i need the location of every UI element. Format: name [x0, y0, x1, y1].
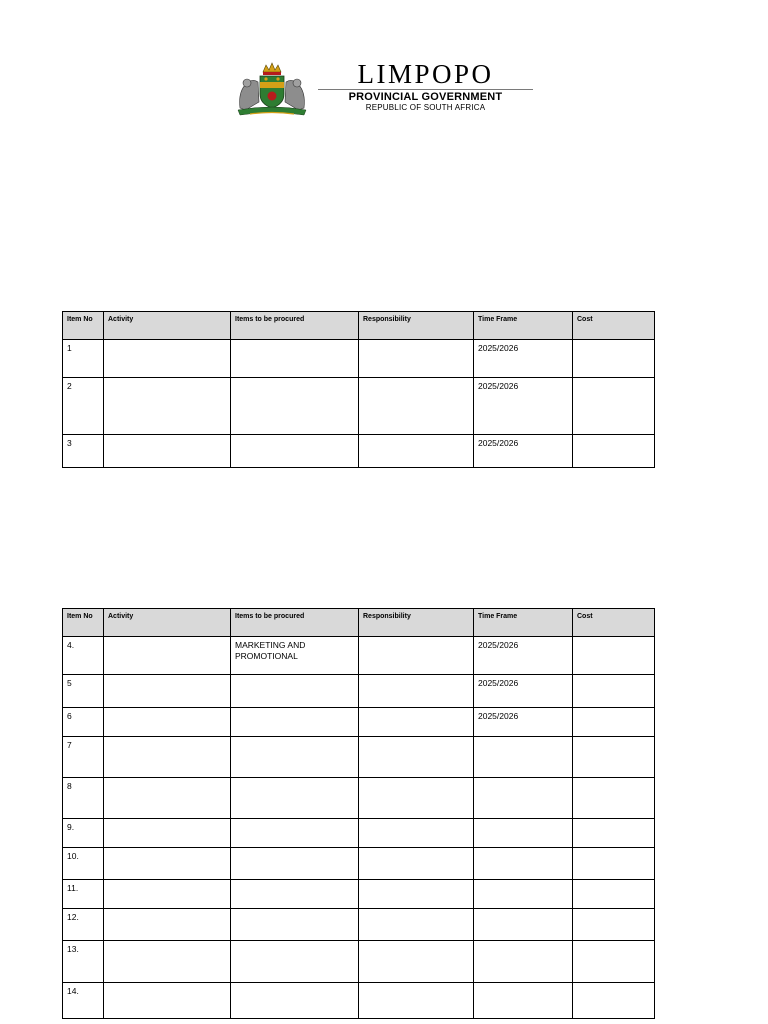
table-row — [63, 340, 655, 378]
table-header-row — [63, 312, 655, 340]
cost-cell — [573, 637, 655, 675]
column-header-responsibility: Responsibility — [359, 312, 474, 340]
activity-cell — [104, 737, 231, 778]
table-row — [63, 848, 655, 880]
coat-of-arms-icon — [232, 62, 312, 116]
item-no-cell: 8 — [63, 778, 104, 819]
column-header-items-to-be-procured: Items to be procured — [231, 312, 359, 340]
responsibility-cell — [359, 737, 474, 778]
table-row — [63, 983, 655, 1019]
responsibility-cell — [359, 909, 474, 941]
column-header-item-no: Item No — [63, 312, 104, 340]
activity-cell — [104, 675, 231, 708]
responsibility-cell — [359, 340, 474, 378]
responsibility-cell — [359, 378, 474, 435]
items-cell — [231, 909, 359, 941]
items-cell: MARKETING AND PROMOTIONAL — [231, 637, 359, 675]
activity-cell — [104, 880, 231, 909]
items-cell — [231, 778, 359, 819]
cost-cell — [573, 819, 655, 848]
time-frame-cell — [474, 880, 573, 909]
items-cell — [231, 819, 359, 848]
item-no-cell: 5 — [63, 675, 104, 708]
procurement-table-2 — [62, 608, 655, 1019]
column-header-item-no: Item No — [63, 609, 104, 637]
responsibility-cell — [359, 880, 474, 909]
organization-subtitle: PROVINCIAL GOVERNMENT — [348, 91, 503, 103]
items-cell — [231, 880, 359, 909]
cost-cell — [573, 848, 655, 880]
item-no-cell: 7 — [63, 737, 104, 778]
cost-cell — [573, 435, 655, 468]
items-cell — [231, 675, 359, 708]
item-no-cell: 10. — [63, 848, 104, 880]
table-row — [63, 637, 655, 675]
activity-cell — [104, 983, 231, 1019]
column-header-cost: Cost — [573, 312, 655, 340]
items-cell — [231, 941, 359, 983]
cost-cell — [573, 983, 655, 1019]
time-frame-cell: 2025/2026 — [474, 435, 573, 468]
column-header-items-to-be-procured: Items to be procured — [231, 609, 359, 637]
item-no-cell: 13. — [63, 941, 104, 983]
item-no-cell: 11. — [63, 880, 104, 909]
responsibility-cell — [359, 848, 474, 880]
activity-cell — [104, 941, 231, 983]
column-header-activity: Activity — [104, 609, 231, 637]
cost-cell — [573, 708, 655, 737]
item-no-cell: 2 — [63, 378, 104, 435]
items-cell — [231, 340, 359, 378]
activity-cell — [104, 819, 231, 848]
table-row — [63, 737, 655, 778]
time-frame-cell: 2025/2026 — [474, 378, 573, 435]
responsibility-cell — [359, 941, 474, 983]
items-cell — [231, 435, 359, 468]
table-row — [63, 435, 655, 468]
item-no-cell: 3 — [63, 435, 104, 468]
responsibility-cell — [359, 819, 474, 848]
time-frame-cell — [474, 778, 573, 819]
column-header-activity: Activity — [104, 312, 231, 340]
table-row — [63, 708, 655, 737]
time-frame-cell: 2025/2026 — [474, 675, 573, 708]
column-header-time-frame: Time Frame — [474, 312, 573, 340]
cost-cell — [573, 737, 655, 778]
items-cell — [231, 848, 359, 880]
table-row — [63, 909, 655, 941]
items-cell — [231, 708, 359, 737]
items-cell — [231, 983, 359, 1019]
activity-cell — [104, 378, 231, 435]
responsibility-cell — [359, 675, 474, 708]
time-frame-cell: 2025/2026 — [474, 340, 573, 378]
activity-cell — [104, 340, 231, 378]
responsibility-cell — [359, 983, 474, 1019]
organization-title: LIMPOPO — [357, 59, 494, 89]
table-row — [63, 819, 655, 848]
responsibility-cell — [359, 435, 474, 468]
column-header-responsibility: Responsibility — [359, 609, 474, 637]
cost-cell — [573, 340, 655, 378]
item-no-cell: 1 — [63, 340, 104, 378]
table-row — [63, 778, 655, 819]
item-no-cell: 12. — [63, 909, 104, 941]
table-row — [63, 675, 655, 708]
organization-tagline: REPUBLIC OF SOUTH AFRICA — [365, 103, 486, 112]
column-header-cost: Cost — [573, 609, 655, 637]
time-frame-cell — [474, 909, 573, 941]
responsibility-cell — [359, 708, 474, 737]
item-no-cell: 9. — [63, 819, 104, 848]
column-header-time-frame: Time Frame — [474, 609, 573, 637]
table-header-row — [63, 609, 655, 637]
table-row — [63, 378, 655, 435]
responsibility-cell — [359, 778, 474, 819]
activity-cell — [104, 909, 231, 941]
time-frame-cell — [474, 848, 573, 880]
cost-cell — [573, 941, 655, 983]
cost-cell — [573, 778, 655, 819]
procurement-table-1 — [62, 311, 655, 468]
activity-cell — [104, 637, 231, 675]
cost-cell — [573, 880, 655, 909]
item-no-cell: 4. — [63, 637, 104, 675]
time-frame-cell — [474, 819, 573, 848]
item-no-cell: 6 — [63, 708, 104, 737]
cost-cell — [573, 378, 655, 435]
cost-cell — [573, 909, 655, 941]
activity-cell — [104, 435, 231, 468]
activity-cell — [104, 778, 231, 819]
item-no-cell: 14. — [63, 983, 104, 1019]
responsibility-cell — [359, 637, 474, 675]
items-cell — [231, 737, 359, 778]
items-cell — [231, 378, 359, 435]
activity-cell — [104, 708, 231, 737]
time-frame-cell: 2025/2026 — [474, 637, 573, 675]
letterhead — [232, 60, 542, 120]
time-frame-cell — [474, 737, 573, 778]
time-frame-cell: 2025/2026 — [474, 708, 573, 737]
time-frame-cell — [474, 941, 573, 983]
activity-cell — [104, 848, 231, 880]
time-frame-cell — [474, 983, 573, 1019]
table-row — [63, 880, 655, 909]
header-divider — [318, 89, 533, 90]
cost-cell — [573, 675, 655, 708]
table-row — [63, 941, 655, 983]
